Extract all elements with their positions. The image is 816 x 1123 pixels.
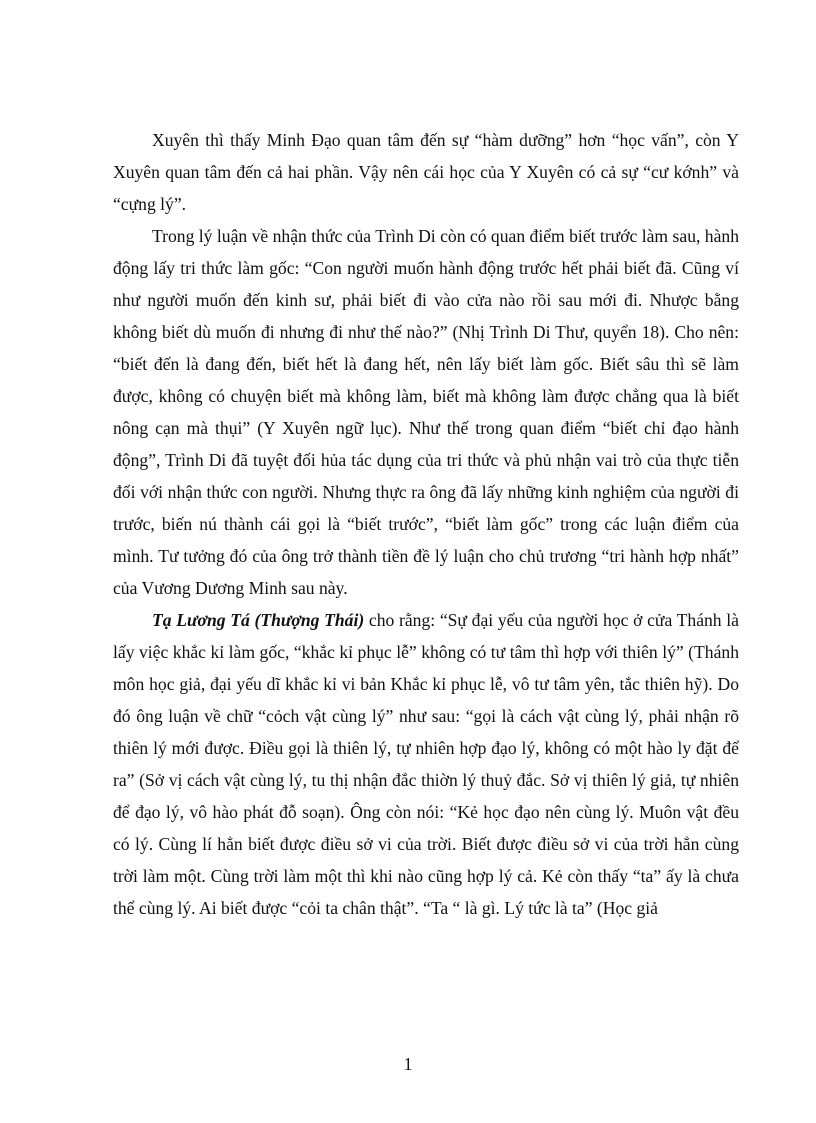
paragraph-3 (113, 604, 739, 924)
paragraph-1-text: Xuyên thì thấy Minh Đạo quan tâm đến sự “hàm dưỡng” hơn “học vấn”, còn Y Xuyên quan tâm đến cả hai phần. Vậy nên cái học của Y Xuyên có cả sự “cư kớnh” và “cựng lý”. (113, 130, 739, 214)
paragraph-1 (113, 124, 739, 220)
page-body (113, 124, 739, 924)
page-number: 1 (403, 1054, 413, 1074)
paragraph-2-text: Trong lý luận về nhận thức của Trình Di còn có quan điểm biết trước làm sau, hành động lấy tri thức làm gốc: “Con người muốn hành động trước hết phải biết đã. Cũng ví như người muốn đến kinh sư, phải biết đi vào cửa nào rồi sau mới đi. Nhược bằng không biết dù muốn đi nhưng đi như thế nào?” (Nhị Trình Di Thư, quyển 18). Cho nên: “biết đến là đang đến, biết hết là đang hết, nên lấy biết làm gốc. Biết sâu thì sẽ làm được, không có chuyện biết mà không làm, biết mà không làm được chẳng qua là biết nông cạn mà thụi” (Y Xuyên ngữ lục). Như thế trong quan điểm “biết chỉ đạo hành động”, Trình Di đã tuyệt đối hủa tác dụng của tri thức và phủ nhận vai trò của thực tiễn đối với nhận thức con người. Nhưng thực ra ông đã lấy những kinh nghiệm của người đi trước, biến nú thành cái gọi là “biết trước”, “biết làm gốc” trong các luận điểm của mình. Tư tưởng đó của ông trở thành tiền đề lý luận cho chủ trương “tri hành hợp nhất” của Vương Dương Minh sau này. (113, 226, 739, 598)
paragraph-2 (113, 220, 739, 604)
paragraph-3-name: Tạ Lương Tá (Thượng Thái) (152, 610, 365, 630)
paragraph-3-text: cho rằng: “Sự đại yếu của người học ở cửa Thánh là lấy việc khắc kỉ làm gốc, “khắc kỉ phục lễ” không có tư tâm thì hợp với thiên lý” (Thánh môn học giả, đại yếu dĩ khắc kỉ vi bản Khắc kỉ phục lễ, vô tư tâm yên, tắc thiên hỹ). Do đó ông luận về chữ “cỏch vật cùng lý” như sau: “gọi là cách vật cùng lý, phải nhận rõ thiên lý mới được. Điều gọi là thiên lý, tự nhiên hợp đạo lý, không có một hào ly đặt để ra” (Sở vị cách vật cùng lý, tu thị nhận đắc thiờn lý thuỷ đắc. Sở vị thiên lý giả, tự nhiên để đạo lý, vô hào phát đỗ soạn). Ông còn nói: “Kẻ học đạo nên cùng lý. Muôn vật đều có lý. Cùng lí hẳn biết được điều sở vi của trời. Biết được điều sở vi của trời hẳn cùng trời làm một. Cùng trời làm một thì khi nào cũng hợp lý cả. Kẻ còn thấy “ta” ấy là chưa thể cùng lý. Ai biết được “cỏi ta chân thật”. “Ta “ là gì. Lý tức là ta” (Học giả (113, 610, 739, 918)
